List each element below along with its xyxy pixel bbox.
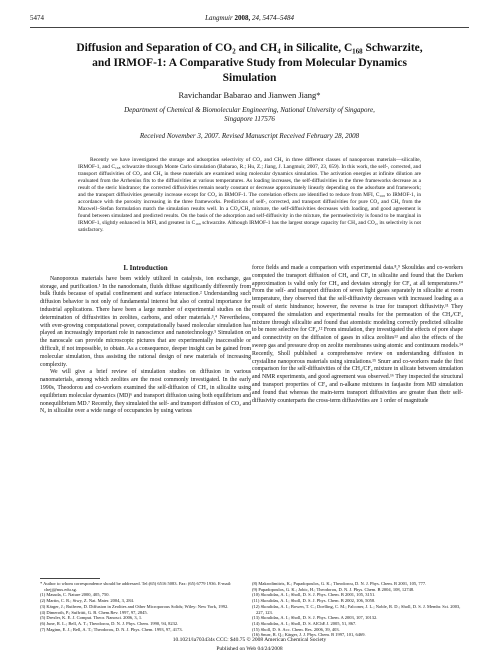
intro-paragraph-2: We will give a brief review of simulation studies on diffusion in various nanomaterials, among which zeolites are the most commonly investigated. In the early 1990s, Theodorou and co-workers examined the self-diffusion of CH₄ in silicalite using equilibrium molecular dynamics (MD)⁶ and transport diffusion using both equilibrium and nonequilibrium MD.⁷ Recently, they simulated the self- and transport diffusion of CO₂ and N₂ in silicalite over a wide range of occupancies by using various (40, 369, 251, 415)
header-rule (30, 27, 469, 28)
footnote: (16) Snurr, R. Q.; Kärger, J. J. Phys. Chem. B 1997, 101, 6469. (252, 632, 366, 638)
volume-pages: 24, 5474–5484 (251, 14, 294, 22)
footnote: (2) Martin, C. R.; Siwy, Z. Nat. Mater. 2004, 3, 284. (40, 598, 134, 604)
footnote: (6) June, R. L.; Bell, A. T.; Theodorou, D. N. J. Phys. Chem. 1990, 94, 8232. (40, 620, 179, 626)
footnotes-right (252, 581, 463, 638)
footnote: (9) Papadopoulos, G. K.; Jobic, H.; Theodorou, D. N. J. Phys. Chem. B 2004, 108, 12748. (252, 586, 415, 592)
journal-reference (30, 14, 469, 22)
footnote: (1) Masuda, C. Nature 2000, 405, 750. (40, 592, 110, 598)
footnote-rule (40, 578, 100, 579)
footnote: (10) Skoulidas, A. I.; Sholl, D. S. J. Phys. Chem. B 2001, 105, 3151. (252, 592, 376, 598)
footnote: (11) Skoulidas, A. I.; Sholl, D. S. J. Phys. Chem. B 2002, 106, 5058. (252, 598, 376, 604)
affiliation-line-2: Singapore 117576 (224, 115, 275, 123)
footnote: (3) Kärger, J.; Ruthven, D. Diffusion in Zeolites and Other Microporous Solids; Wiley: New York, 1992. (40, 603, 229, 609)
publication-date: Published on Web 04/24/2008 (216, 646, 283, 652)
left-column (40, 265, 251, 416)
title-line-2: and IRMOF-1: A Comparative Study from Molecular Dynamics (92, 57, 407, 69)
received-dates: Received November 3, 2007. Revised Manuscript Received February 28, 2008 (139, 132, 360, 140)
affiliation-line-1: Department of Chemical & Biomolecular Engineering, National University of Singapore, (124, 106, 375, 114)
journal-year: 2008, (234, 14, 251, 22)
section-heading: I. Introduction (123, 264, 168, 272)
intro-paragraph-1: Nanoporous materials have been widely utilized in catalysis, ion exchange, gas storage, and purification.¹ In the nanodomain, fluids diffuse significantly differently from bulk fluids because of spatial confinement and surface interaction.² Understanding such diffusion behavior is not only of fundamental interest but also of central importance for industrial applications. There have been a large number of experimental studies on the determination of diffusivities in zeolites, carbons, and other materials.³,⁴ Nevertheless, with ever-growing computational power, computationally based molecular simulation has played an increasingly important role in nanoscience and nanotechnology.⁵ Simulation on the nanoscale can provide microscopic pictures that are experimentally inaccessible or difficult, if not impossible, to obtain. As a consequence, deeper insight can be gained from molecular simulation, thus assisting the rational design of new materials of increasing complexity. (40, 275, 251, 368)
footnote: (15) Sholl, D. S. Acc. Chem. Res. 2006, 39, 403. (252, 626, 340, 632)
article-title (40, 41, 459, 86)
footnote: (4) Dimeroth, P.; Suffritti, G. B. Chem.Rev. 1997, 97, 2845. (40, 609, 148, 615)
footnote: (5) Drexler, K. E. J. Comput. Theor. Nanosci. 2006, 3, 1. (40, 615, 143, 621)
footnote: (7) Maginn, E. J.; Bell, A. T.; Theodorou, D. N. J. Phys. Chem. 1993, 97, 4173. (40, 626, 183, 632)
right-column (252, 265, 463, 405)
title-line-1: Diffusion and Separation of CO₂ and CH₄ in Silicalite, C₁₆₈ Schwarzite, (76, 42, 423, 54)
footnotes-left (40, 581, 251, 632)
journal-name: Langmuir (205, 14, 233, 22)
abstract: Recently we have investigated the storage and adsorption selectivity of CO₂ and CH₄ in three different classes of nanoporous materials—silicalite, IRMOF-1, and C₁₆₈ schwarzite through Monte Carlo simulation (Babarao, R.; Hu, Z.; Jiang, J. Langmuir, 2007, 23, 659). In this work, the self-, corrected, and transport diffusivities of CO₂ and CH₄ in these materials are examined using molecular dynamics simulation. The activation energies at infinite dilution are evaluated from the Arrhenius fits to the diffusivities at various temperatures. As loading increases, the self-diffusivities in the three frameworks decrease as a result of the steric hindrance; the corrected diffusivities remain nearly constant or decrease approximately linearly depending on the adsorbate and framework; and the transport diffusivities generally increase except for CO₂ in IRMOF-1. The correlation effects are identified to reduce from MFI, C₁₆₈ to IRMOF-1, in accordance with the porosity increasing in the three frameworks. Predictions of self-, corrected, and transport diffusivities for pure CO₂ and CH₄ from the Maxwell−Stefan formulation match the simulation results well. In a CO₂/CH₄ mixture, the self-diffusivities decreases with loading, and good agreement is found between simulated and predicted results. On the basis of the adsorption and self-diffusivity in the mixture, the permselectivity is found to be marginal in IRMOF-1, slightly enhanced in MFI, and greatest in C₁₆₈ schwarzite. Although IRMOF-1 has the largest storage capacity for CH₄ and CO₂, its selectivity is not satisfactory. (78, 157, 421, 233)
footnote: (12) Skoulidas, A. I.; Bowen, T. C.; Doelling, C. M.; Falconer, J. L.; Noble, R. D.; Sholl, D. S. J. Membr. Sci. 2003, 227, 123. (252, 603, 461, 615)
page-number: 5474 (30, 14, 44, 22)
footnote: (13) Skoulidas, A. I.; Sholl, D. S. J. Phys. Chem. A 2003, 107, 10132. (252, 615, 378, 621)
footnote: (14) Skoulidas, A. I.; Sholl, D. S. AIChE J. 2005, 51, 867. (252, 620, 357, 626)
doi-line: 10.1021/la703434s CCC: $40.75 © 2008 American Chemical Society (172, 637, 327, 643)
footnote: * Author to whom correspondence should be addressed. Tel:(65) 6516 5083. Fax: (65) 6779 1936. E-mail: chejj@nus.edu.sg. (40, 581, 232, 592)
intro-paragraph-continued: force fields and made a comparison with experimental data.⁸,⁹ Skoulidas and co-workers computed the transport diffusion of CH₄ and CF₄ in silicalite and found that the Darken approximation is valid only for CH₄ and deviates strongly for CF₄ at all temperatures.¹⁰ From the self- and transport diffusion of seven light gases separately in silicalite at room temperature, they observed that the self-diffusivity decreases with increased loading as a result of steric hindrance; however, the reverse is true for transport diffusivity.¹¹ They compared the simulation and experimental results for the permeation of the CH₄/CF₄ mixture through silicalite and found that atomistic modeling correctly predicted silicalite to be more selective for CF₄.¹² From simulation, they investigated the effects of pore shape and connectivity on the diffusion of gases in silica zeolites¹³ and also the effects of the sweep gas and pressure drop on zeolite membranes using atomic and continuum models.¹⁴ Recently, Sholl published a comprehensive review on understanding diffusion in crystalline nanoporous materials using simulations.¹⁵ Snurr and co-workers made the first comparison for the self-diffusivities of the CH₄/CF₄ mixture in silicate between simulation and NMR experiments, and good agreement was observed.¹⁶ They inspected the structural and transport properties of CF₄ and n-alkane mixtures in faujasite from MD simulation and found that whereas the main-term transport diffusivities are greater than their self-diffusivity counterparts the cross-term diffusivities are 1 order of magnitude (252, 265, 463, 404)
affiliation (60, 106, 439, 124)
footnote: (8) Makrodimitris, K.; Papadopoulos, G. K.; Theodorou, D. N. J. Phys. Chem. B 2001, 105, 777. (252, 581, 427, 586)
author-list: Ravichandar Babarao and Jianwen Jiang* (178, 90, 321, 100)
running-header (30, 14, 469, 26)
title-line-3: Simulation (222, 72, 277, 84)
